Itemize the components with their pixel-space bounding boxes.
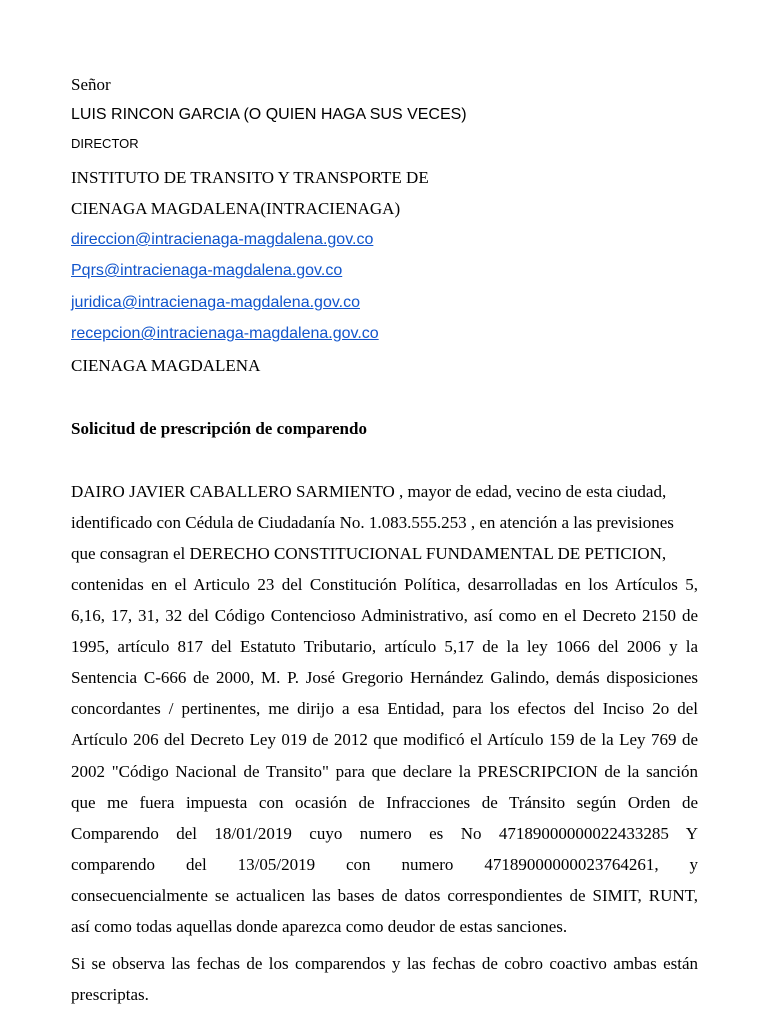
body-line: concordantes / pertinentes, me dirijo a esa Entidad, para los efectos del Inciso 2o del: [71, 699, 698, 718]
body-line: Artículo 206 del Decreto Ley 019 de 2012 que modificó el Artículo 159 de la Ley 769 de: [71, 730, 698, 749]
body-line: comparendo del 13/05/2019 con numero 47189000000023764261, y: [71, 855, 698, 874]
email-link-pqrs[interactable]: Pqrs@intracienaga-magdalena.gov.co: [71, 262, 343, 279]
subject-heading: Solicitud de prescripción de comparendo: [71, 419, 367, 438]
email-link-juridica[interactable]: juridica@intracienaga-magdalena.gov.co: [71, 294, 360, 311]
email-link-recepcion[interactable]: recepcion@intracienaga-magdalena.gov.co: [71, 325, 379, 342]
body-line: identificado con Cédula de Ciudadanía No. 1.083.555.253 , en atención a las previsiones: [71, 513, 674, 532]
institution-line-2: CIENAGA MAGDALENA(INTRACIENAGA): [71, 199, 401, 218]
institution-line-1: INSTITUTO DE TRANSITO Y TRANSPORTE DE: [71, 168, 429, 187]
body-line: Si se observa las fechas de los comparendos y las fechas de cobro coactivo ambas están: [71, 954, 698, 973]
body-line: prescriptas.: [71, 985, 149, 1004]
body-line: contenidas en el Articulo 23 del Constitución Política, desarrolladas en los Artículos 5,: [71, 575, 698, 594]
recipient-name: LUIS RINCON GARCIA (O QUIEN HAGA SUS VECES): [71, 106, 467, 123]
body-line: 2002 "Código Nacional de Transito" para que declare la PRESCRIPCION de la sanción: [71, 762, 698, 781]
body-line: DAIRO JAVIER CABALLERO SARMIENTO , mayor de edad, vecino de esta ciudad,: [71, 482, 667, 501]
body-line: que consagran el DERECHO CONSTITUCIONAL FUNDAMENTAL DE PETICION,: [71, 544, 667, 563]
salutation: Señor: [71, 75, 111, 94]
body-line: así como todas aquellas donde aparezca como deudor de estas sanciones.: [71, 917, 568, 936]
email-link-direccion[interactable]: direccion@intracienaga-magdalena.gov.co: [71, 231, 374, 248]
body-line: 1995, artículo 817 del Estatuto Tributario, artículo 5,17 de la ley 1066 del 2006 y la: [71, 637, 698, 656]
body-line: consecuencialmente se actualicen las bases de datos correspondientes de SIMIT, RUNT,: [71, 886, 698, 905]
body-line: Comparendo del 18/01/2019 cuyo numero es No 47189000000022433285 Y: [71, 824, 698, 843]
body-line: que me fuera impuesta con ocasión de Infracciones de Tránsito según Orden de: [71, 793, 698, 812]
body-line: 6,16, 17, 31, 32 del Código Contencioso Administrativo, así como en el Decreto 2150 de: [71, 606, 698, 625]
recipient-title: DIRECTOR: [71, 136, 139, 151]
recipient-city: CIENAGA MAGDALENA: [71, 356, 261, 375]
body-line: Sentencia C-666 de 2000, M. P. José Gregorio Hernández Galindo, demás disposiciones: [71, 668, 698, 687]
